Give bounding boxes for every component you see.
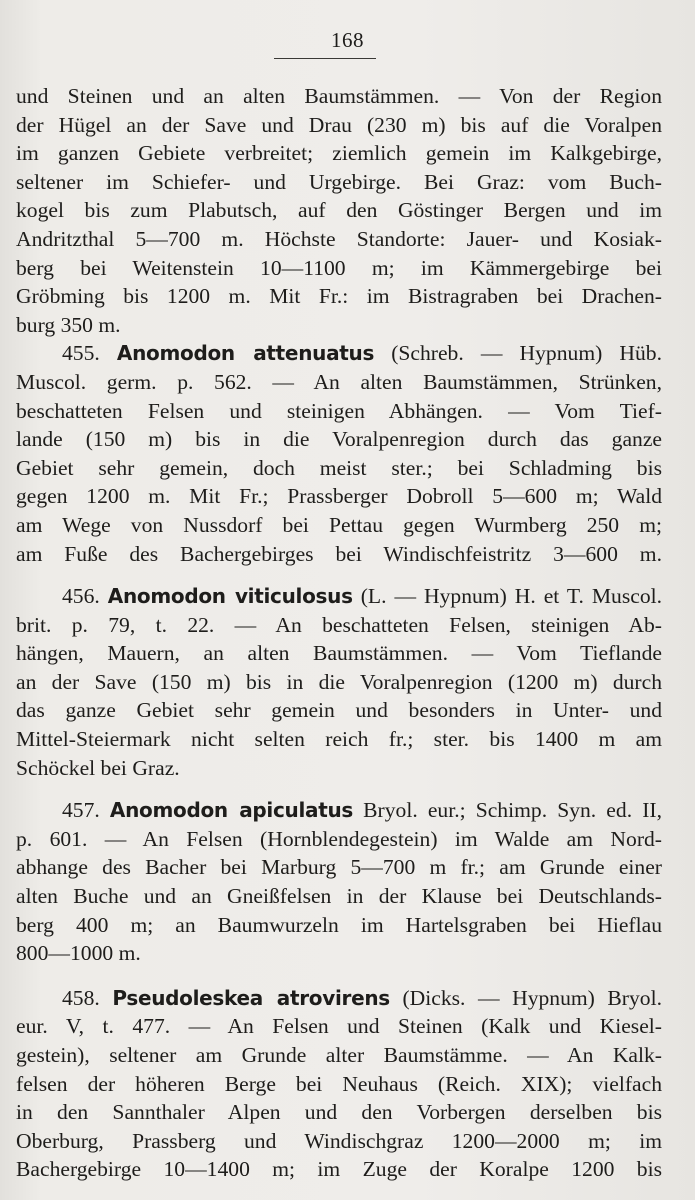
species-entry-457	[16, 796, 662, 968]
text-line: an der Save (150 m) bis in die Voralpenregion (1200 m) durch	[16, 669, 662, 694]
paragraph-continuation	[16, 82, 662, 339]
text-line: und Steinen und an alten Baumstämmen. — Von der Region	[16, 84, 662, 108]
text-line: seltener im Schiefer- und Urgebirge. Bei Graz: vom Buch-	[16, 169, 662, 194]
text-line: gestein), seltener am Grunde alter Baumstämme. — An Kalk-	[16, 1043, 662, 1067]
entry-number: 457.	[62, 798, 100, 823]
paragraph-gap	[16, 568, 662, 582]
text-line: am Fuße des Bachergebirges bei Windischfeistritz 3—600 m.	[16, 541, 662, 566]
text-line: Mittel-Steiermark nicht selten reich fr.; ster. bis 1400 m am	[16, 727, 662, 752]
entry-number: 455.	[62, 341, 100, 366]
species-entry-458	[16, 984, 662, 1184]
text-line: hängen, Mauern, an alten Baumstämmen. — Vom Tieflande	[16, 641, 662, 666]
text-line: brit. p. 79, t. 22. — An beschatteten Felsen, steinigen Ab-	[16, 612, 662, 637]
text-line: Andritzthal 5—700 m. Höchste Standorte: Jauer- und Kosiak-	[16, 226, 662, 251]
text-line: alten Buche und an Gneißfelsen in der Klause bei Deutschlands-	[16, 884, 662, 909]
entry-heading-rest: (Dicks. — Hypnum) Bryol.	[402, 985, 662, 1010]
header-rule	[274, 58, 376, 59]
text-line: beschatteten Felsen und steinigen Abhängen. — Vom Tief-	[16, 398, 662, 423]
text-line: abhange des Bacher bei Marburg 5—700 m fr.; am Grunde einer	[16, 855, 662, 880]
text-line: lande (150 m) bis in die Voralpenregion durch das ganze	[16, 427, 662, 452]
entry-heading-rest: (L. — Hypnum) H. et T. Muscol.	[360, 584, 663, 609]
text-line: im ganzen Gebiete verbreitet; ziemlich gemein im Kalkgebirge,	[16, 141, 662, 166]
paragraph-gap	[16, 968, 662, 984]
entry-heading-rest: Bryol. eur.; Schimp. Syn. ed. II,	[363, 798, 662, 823]
text-line: Schöckel bei Graz.	[16, 755, 180, 780]
species-name: Pseudoleskea atrovirens	[112, 985, 390, 1010]
text-line: berg 400 m; an Baumwurzeln im Hartelsgraben bei Hieflau	[16, 912, 662, 937]
paragraph-gap	[16, 782, 662, 796]
text-line: kogel bis zum Plabutsch, auf den Göstinger Bergen und im	[16, 198, 662, 223]
text-line: felsen der höheren Berge bei Neuhaus (Reich. XIX); vielfach	[16, 1071, 662, 1096]
page-body	[16, 82, 662, 1184]
text-line: am Wege von Nussdorf bei Pettau gegen Wurmberg 250 m;	[16, 512, 662, 537]
text-line: p. 601. — An Felsen (Hornblendegestein) im Walde am Nord-	[16, 826, 662, 851]
entry-heading-rest: (Schreb. — Hypnum) Hüb.	[391, 341, 663, 366]
entry-heading-line	[16, 339, 662, 368]
species-name: Anomodon attenuatus	[116, 341, 375, 366]
text-line: Gebiet sehr gemein, doch meist ster.; bei Schladming bis	[16, 455, 662, 480]
entry-heading-line	[16, 796, 662, 825]
entry-heading-line	[16, 984, 662, 1013]
text-line: in den Sannthaler Alpen und den Vorbergen derselben bis	[16, 1100, 662, 1125]
text-line: eur. V, t. 477. — An Felsen und Steinen (Kalk und Kiesel-	[16, 1014, 662, 1039]
text-line: Oberburg, Prassberg und Windischgraz 1200—2000 m; im	[16, 1128, 662, 1153]
entry-number: 456.	[62, 584, 100, 609]
text-line: berg bei Weitenstein 10—1100 m; im Kämmergebirge bei	[16, 255, 662, 280]
species-name: Anomodon viticulosus	[107, 584, 353, 609]
text-line: gegen 1200 m. Mit Fr.; Prassberger Dobroll 5—600 m; Wald	[16, 484, 662, 509]
text-line: der Hügel an der Save und Drau (230 m) bis auf die Voralpen	[16, 112, 662, 137]
text-line: burg 350 m.	[16, 312, 121, 337]
species-name: Anomodon apiculatus	[109, 798, 354, 823]
page-number: 168	[331, 28, 364, 52]
text-line: Bachergebirge 10—1400 m; im Zuge der Koralpe 1200 bis	[16, 1157, 662, 1182]
entry-heading-line	[16, 582, 662, 611]
species-entry-456	[16, 582, 662, 782]
text-line: 800—1000 m.	[16, 941, 141, 966]
text-line: das ganze Gebiet sehr gemein und besonders in Unter- und	[16, 698, 662, 723]
species-entry-455	[16, 339, 662, 568]
text-line: Gröbming bis 1200 m. Mit Fr.: im Bistragraben bei Drachen-	[16, 284, 662, 309]
text-line: Muscol. germ. p. 562. — An alten Baumstämmen, Strünken,	[16, 369, 662, 394]
entry-number: 458.	[62, 985, 100, 1010]
